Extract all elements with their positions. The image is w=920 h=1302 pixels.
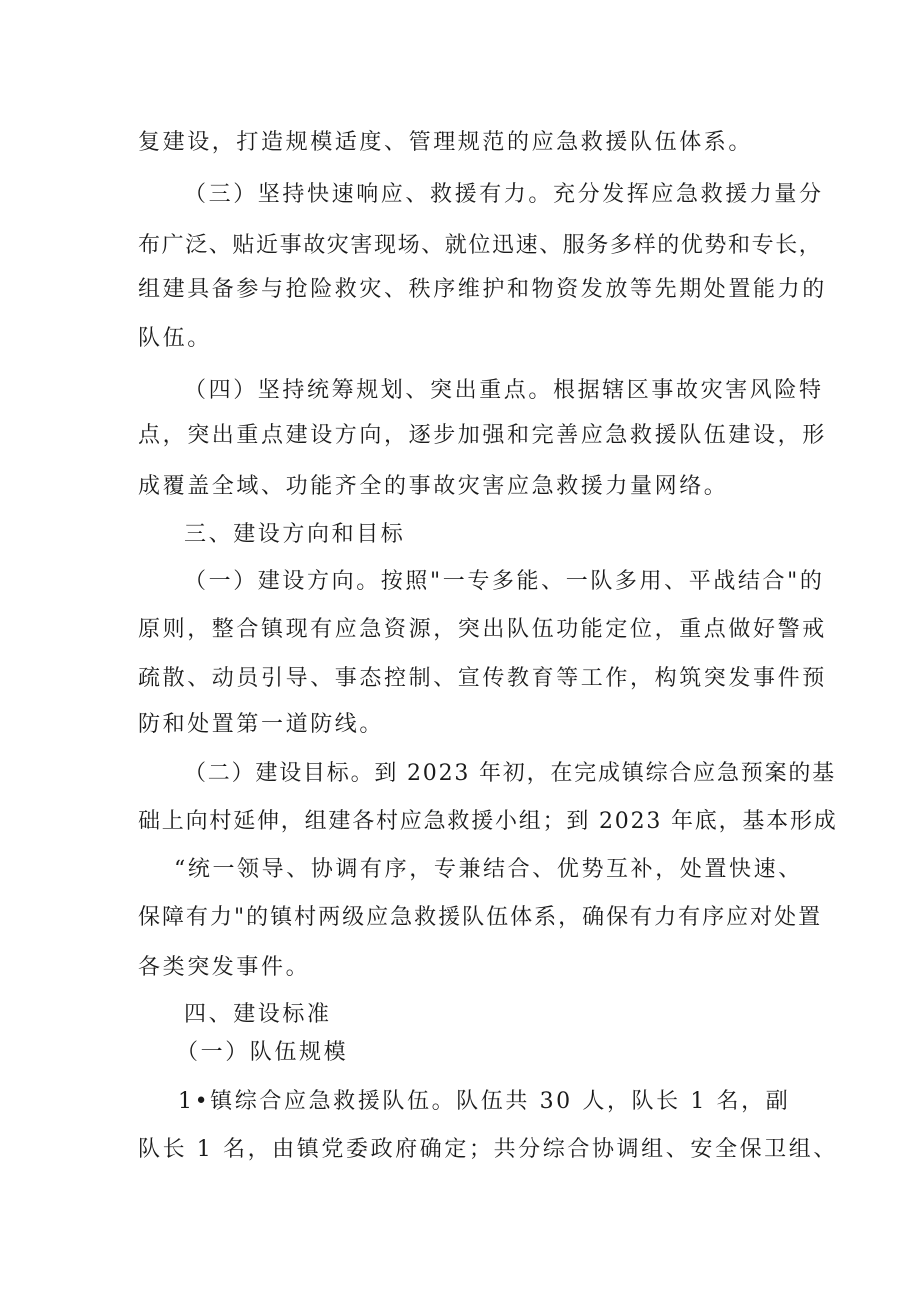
body-text-line: 布广泛、贴近事故灾害现场、就位迅速、服务多样的优势和专长， — [138, 233, 823, 258]
body-text-line: 组建具备参与抢险救灾、秩序维护和物资发放等先期处置能力的 — [138, 277, 827, 302]
body-text-line: “统一领导、协调有序，专兼结合、优势互补，处置快速、 — [174, 857, 803, 882]
body-text-line: 点，突出重点建设方向，逐步加强和完善应急救援队伍建设，形 — [138, 423, 827, 448]
paragraph-direction-first-line: （一）建设方向。按照"一专多能、一队多用、平战结合"的 — [184, 569, 825, 594]
body-text-line: 队长 1 名，由镇党委政府确定；共分综合协调组、安全保卫组、 — [138, 1137, 838, 1162]
body-text-line: 成覆盖全域、功能齐全的事故灾害应急救援力量网络。 — [138, 474, 729, 499]
body-text-line: 保障有力"的镇村两级应急救援队伍体系，确保有力有序应对处置 — [138, 905, 823, 930]
subsection-heading: （一）队伍规模 — [176, 1040, 349, 1065]
body-text-line: 础上向村延伸，组建各村应急救援小组；到 2023 年底，基本形成 — [138, 809, 838, 834]
section-heading-3: 三、建设方向和目标 — [184, 522, 406, 547]
body-text-line: 各类突发事件。 — [138, 955, 311, 980]
section-heading-4: 四、建设标准 — [184, 1002, 332, 1027]
body-text-line: 原则，整合镇现有应急资源，突出队伍功能定位，重点做好警戒 — [138, 617, 827, 642]
list-item-first-line: 1•镇综合应急救援队伍。队伍共 30 人，队长 1 名，副 — [178, 1089, 791, 1114]
paragraph-3-first-line: （三）坚持快速响应、救援有力。充分发挥应急救援力量分 — [184, 182, 824, 207]
paragraph-goal-first-line: （二）建设目标。到 2023 年初，在完成镇综合应急预案的基 — [184, 761, 836, 786]
body-text-line: 疏散、动员引导、事态控制、宣传教育等工作，构筑突发事件预 — [138, 666, 827, 691]
body-text-line: 复建设，打造规模适度、管理规范的应急救援队伍体系。 — [138, 130, 754, 155]
body-text-line: 防和处置第一道防线。 — [138, 712, 385, 737]
body-text-line: 队伍。 — [138, 326, 212, 351]
paragraph-4-first-line: （四）坚持统筹规划、突出重点。根据辖区事故灾害风险特 — [184, 378, 824, 403]
